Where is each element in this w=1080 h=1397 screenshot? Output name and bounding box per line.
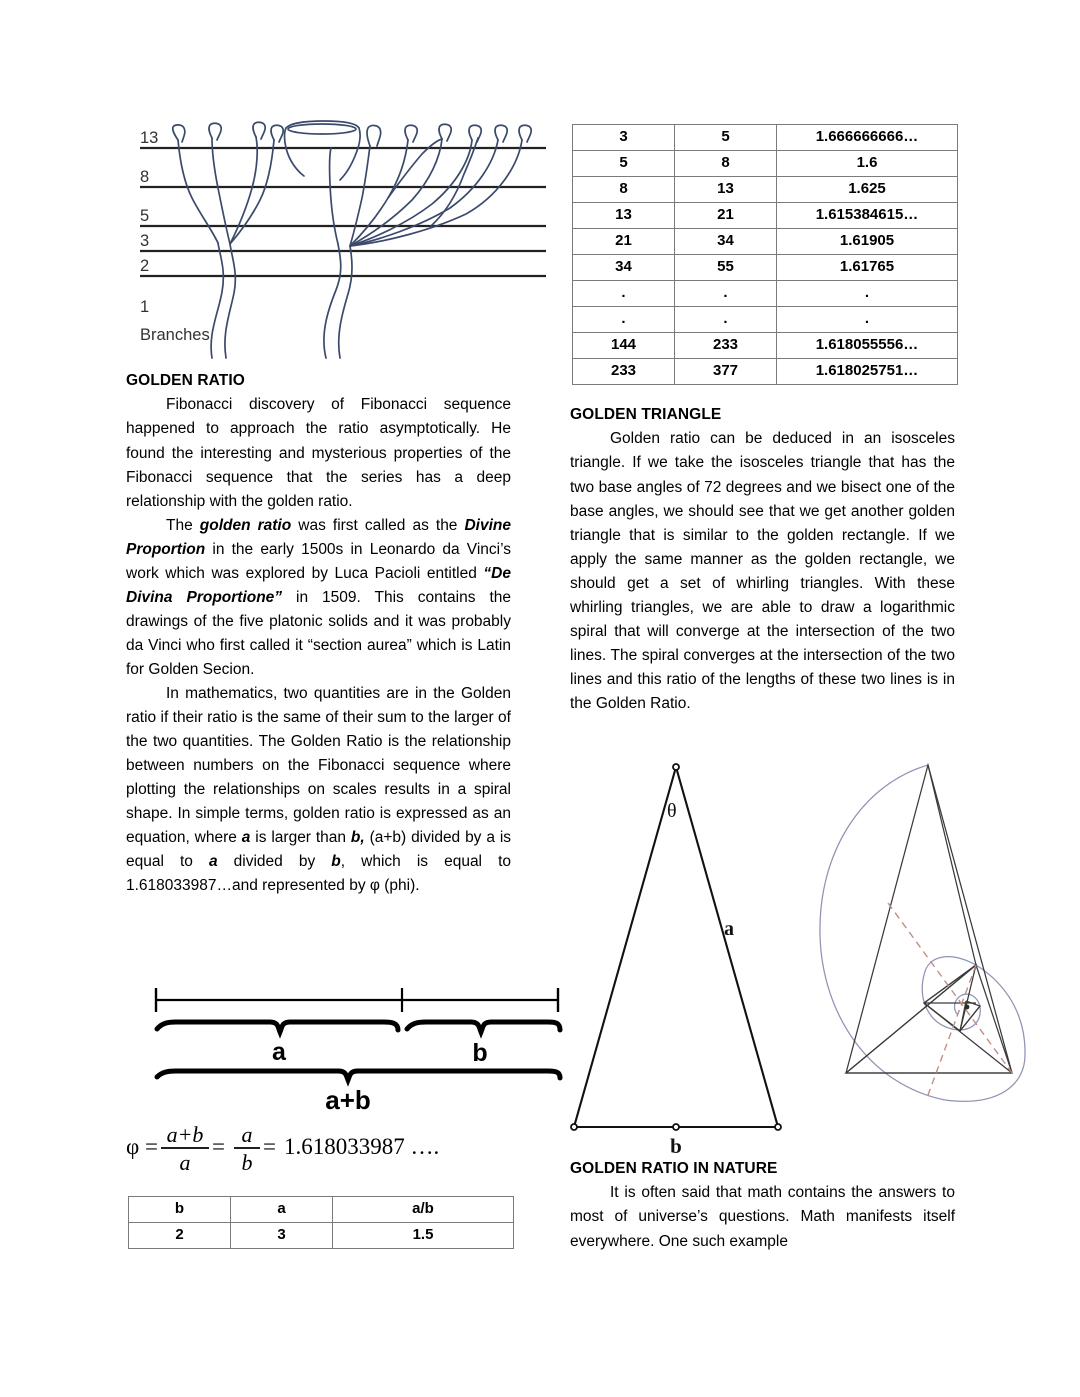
segment-label-b: b <box>472 1039 488 1067</box>
branch-curves <box>173 121 531 358</box>
cell-n1: 5 <box>675 125 777 151</box>
cell-ratio: 1.615384615… <box>777 203 958 229</box>
brace-a-plus-b <box>157 1071 560 1080</box>
base-midpoint <box>673 1124 679 1130</box>
triangle-base-label: b <box>670 1134 682 1158</box>
p3-emphasis-b: b, <box>350 828 365 846</box>
whirling-triangle-lines <box>846 765 1012 1073</box>
cell-n1: 377 <box>675 359 777 385</box>
vertex-apex <box>673 764 679 770</box>
vertex-bottom-left <box>571 1124 577 1130</box>
cell-n1: 55 <box>675 255 777 281</box>
golden-triangle-paragraph: Golden ratio can be deduced in an isosceles triangle. If we take the isosceles triangle that has the two base angles of 72 degrees and we bisect one of the base angles, we should see that we get another golden triangle that is similar to the golden rectangle. If we apply the same manner as the golden rectangle, we should get a set of whirling triangles. With these whirling triangles, we are able to draw a logarithmic spiral that will converge at the intersection of the two lines. The spiral converges at the intersection of the two lines and this ratio of the lengths of these two lines is in the Golden Ratio. <box>570 430 955 712</box>
cell-n1: 34 <box>675 229 777 255</box>
golden-ratio-in-nature-section <box>570 1158 955 1254</box>
fibonacci-table-body <box>573 125 958 385</box>
cell-n1: 233 <box>675 333 777 359</box>
golden-ratio-dashed-lines <box>888 903 1012 1095</box>
cell-n: 5 <box>573 151 675 177</box>
p3-text-3: (a+b) divided by a is equal to <box>126 828 512 870</box>
golden-ratio-heading: GOLDEN RATIO <box>126 372 245 389</box>
segment-label-a: a <box>272 1038 286 1066</box>
header-a: a <box>231 1197 333 1223</box>
p3-emphasis-a: a <box>241 828 251 846</box>
triangle-angle-label: θ <box>667 800 677 822</box>
golden-triangle-heading: GOLDEN TRIANGLE <box>570 406 722 423</box>
phi-formula <box>126 1122 546 1174</box>
p2-emphasis-golden-ratio: golden ratio <box>199 516 292 534</box>
scale-label-5: 5 <box>140 207 150 225</box>
cell-ratio: 1.625 <box>777 177 958 203</box>
p2-emphasis-divine-proportion: Divine Proportion <box>126 516 511 558</box>
outer-spiral-arc <box>820 765 1025 1101</box>
formula-value: 1.618033987 …. <box>284 1134 440 1159</box>
cell-ratio: 1.618025751… <box>777 359 958 385</box>
table-row <box>573 255 958 281</box>
cell-n: 3 <box>573 125 675 151</box>
nature-paragraph: It is often said that math contains the answers to most of universe’s questions. Math manifests itself everywhere. One such example <box>570 1184 955 1250</box>
cell-n: 144 <box>573 333 675 359</box>
table-row <box>573 125 958 151</box>
vertex-bottom-right <box>775 1124 781 1130</box>
ab-ratio-table <box>128 1196 514 1249</box>
cell-n1: . <box>675 307 777 333</box>
p2-emphasis-de-divina-proportione: “De Divina Proportione” <box>126 564 511 606</box>
formula-denominator-1: a <box>179 1150 191 1174</box>
spiral-arcs <box>820 765 1025 1101</box>
branch-scale-rules <box>140 148 546 276</box>
golden-ratio-paragraph-1: Fibonacci discovery of Fibonacci sequence happened to approach the ratio asymptotically. He found the interesting and mysterious properties of the Fibonacci sequence that the series has a deep relationship with the golden ratio. <box>126 396 511 510</box>
golden-ratio-segment-figure <box>126 985 566 1115</box>
scale-label-13: 13 <box>140 129 159 147</box>
whirling-triangles-spiral-figure <box>800 755 1070 1110</box>
p3-text-1: In mathematics, two quantities are in the Golden ratio if their ratio is the same of their sum to the larger of the two quantities. The Golden Ratio is the relationship between numbers on the Fibonacci sequence where plotting the relationships on scales results in a spiral shape. In simple terms, golden ratio is expressed as an equation, where <box>126 684 511 846</box>
segment-label-a-plus-b: a+b <box>325 1085 371 1115</box>
table-row-ellipsis <box>573 307 958 333</box>
segment-ruler <box>156 988 558 1012</box>
golden-ratio-paragraph-2 <box>126 514 511 682</box>
nature-heading: GOLDEN RATIO IN NATURE <box>570 1160 778 1177</box>
second-spiral-arc <box>976 965 1025 1055</box>
formula-phi: φ <box>126 1134 140 1159</box>
cell-ratio: 1.6 <box>777 151 958 177</box>
table-row <box>573 203 958 229</box>
cell-n1: 13 <box>675 177 777 203</box>
ab-table-body <box>129 1197 514 1249</box>
scale-label-3: 3 <box>140 232 150 250</box>
cell-ratio: 1.61765 <box>777 255 958 281</box>
table-header-row <box>129 1197 514 1223</box>
formula-denominator-2: b <box>241 1150 253 1174</box>
golden-ratio-section <box>126 370 511 898</box>
scale-label-1: 1 <box>140 298 150 316</box>
cell-a-b: 1.5 <box>333 1223 514 1249</box>
table-row <box>573 151 958 177</box>
table-row <box>573 333 958 359</box>
fibonacci-ratio-table <box>572 124 958 385</box>
cell-n: 13 <box>573 203 675 229</box>
formula-numerator-2: a <box>241 1122 253 1147</box>
spiral-center-marker <box>965 1005 970 1010</box>
cell-n: 21 <box>573 229 675 255</box>
formula-numerator-1: a+b <box>166 1122 204 1147</box>
cell-ratio: 1.666666666… <box>777 125 958 151</box>
dashed-line-1 <box>888 903 1012 1073</box>
triangle-4 <box>924 965 1012 1073</box>
cell-n: . <box>573 307 675 333</box>
cell-ratio: . <box>777 307 958 333</box>
cell-b: 2 <box>129 1223 231 1249</box>
scale-label-8: 8 <box>140 168 150 186</box>
triangle-side-label: a <box>724 918 734 940</box>
brace-b <box>407 1022 560 1032</box>
branches-caption: Branches <box>140 326 210 344</box>
table-row <box>573 229 958 255</box>
table-row <box>129 1223 514 1249</box>
cell-n1: . <box>675 281 777 307</box>
scale-label-2: 2 <box>140 257 150 275</box>
table-row-ellipsis <box>573 281 958 307</box>
p3-text-5: , which is equal to 1.618033987…and represented by φ (phi). <box>126 852 511 894</box>
fibonacci-branches-figure <box>126 118 551 363</box>
big-triangle <box>846 765 1012 1073</box>
brace-a <box>157 1022 398 1032</box>
cell-n: . <box>573 281 675 307</box>
cell-a: 3 <box>231 1223 333 1249</box>
p3-text-2: is larger than <box>250 828 351 846</box>
cell-ratio: . <box>777 281 958 307</box>
branch-scale-labels <box>140 129 210 344</box>
p2-text-3: in the early 1500s in Leonardo da Vinci’s work which was explored by Luca Pacioli entitled <box>126 540 511 582</box>
p3-emphasis-b2: b <box>331 852 341 870</box>
cell-n1: 8 <box>675 151 777 177</box>
formula-equals-1: = <box>145 1134 158 1159</box>
golden-triangle-figure <box>566 755 801 1160</box>
cell-n: 233 <box>573 359 675 385</box>
header-a-b: a/b <box>333 1197 514 1223</box>
formula-equals-3: = <box>263 1134 276 1159</box>
p2-text-2: was first called as the <box>291 516 465 534</box>
table-row <box>573 359 958 385</box>
golden-ratio-paragraph-3 <box>126 682 511 898</box>
triangle-2 <box>846 765 976 1073</box>
header-b: b <box>129 1197 231 1223</box>
table-row <box>573 177 958 203</box>
p3-text-4: divided by <box>217 852 332 870</box>
p2-text-4: in 1509. This contains the drawings of the five platonic solids and it was probably da Vinci who first called it “section aurea” which is Latin for Golden Secion. <box>126 588 511 678</box>
cell-n: 8 <box>573 177 675 203</box>
cell-n: 34 <box>573 255 675 281</box>
p3-emphasis-a2: a <box>208 852 218 870</box>
p2-text-1: The <box>166 516 200 534</box>
formula-equals-2: = <box>212 1134 225 1159</box>
cell-ratio: 1.61905 <box>777 229 958 255</box>
cell-n1: 21 <box>675 203 777 229</box>
golden-triangle-section <box>570 404 955 716</box>
cell-ratio: 1.618055556… <box>777 333 958 359</box>
